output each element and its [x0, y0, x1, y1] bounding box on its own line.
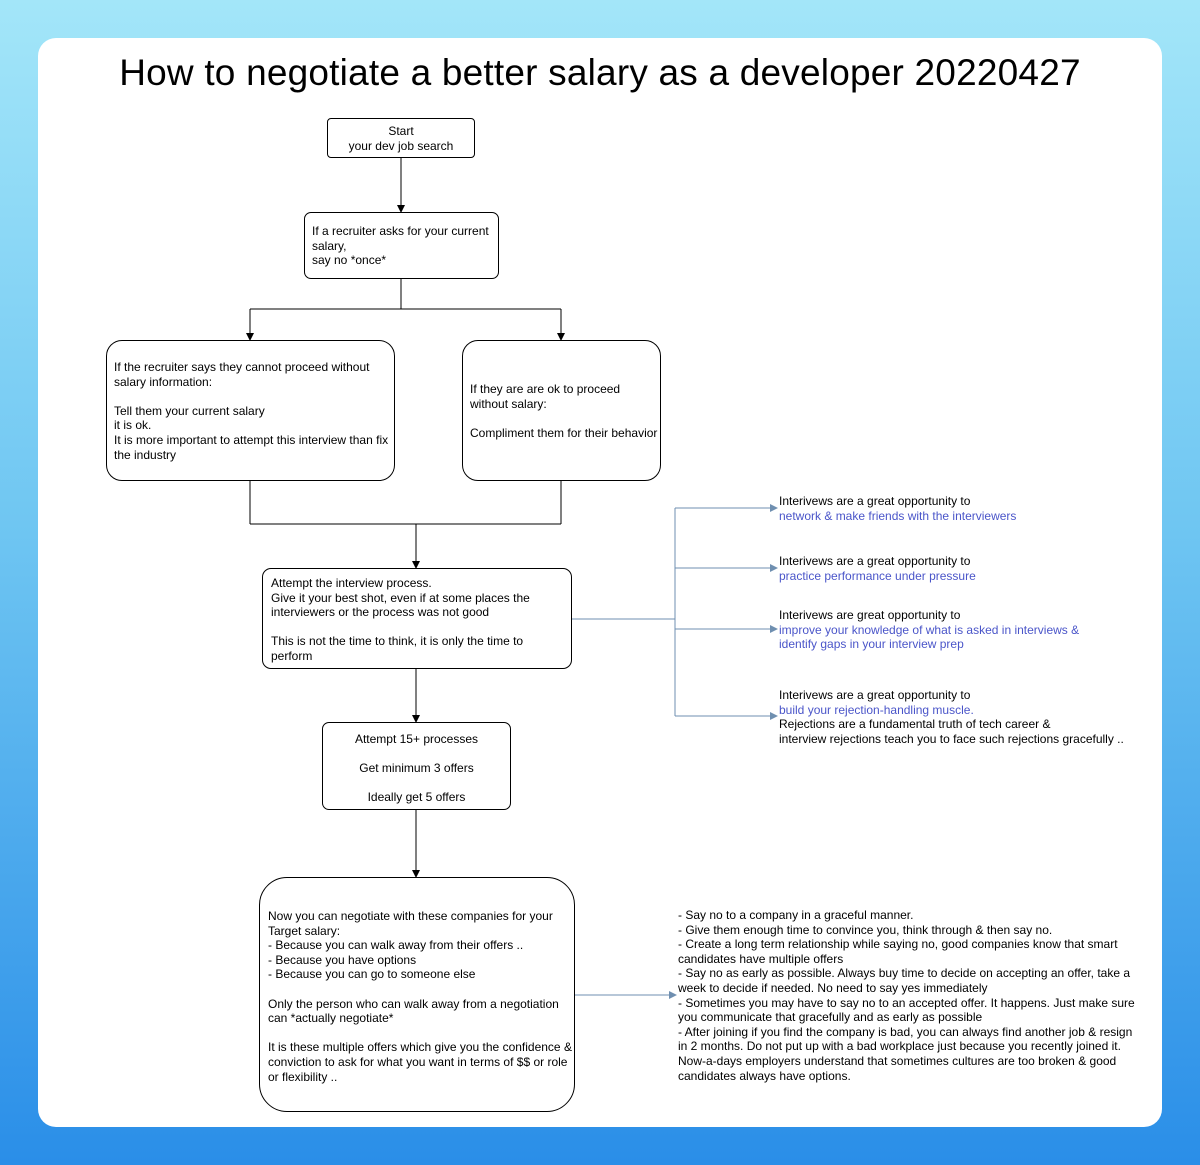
note-rejection-intro: Interivews are a great opportunity to: [779, 688, 971, 702]
recruiter-asks-line: say no *once*: [312, 253, 387, 268]
note-knowledge-highlight: improve your knowledge of what is asked in interviews &: [779, 622, 1080, 637]
note-network: [779, 494, 1016, 523]
processes-node: [322, 722, 511, 810]
attempt-interview-line: Attempt the interview process.: [271, 576, 432, 590]
processes-line: Get minimum 3 offers: [359, 760, 474, 775]
note-rejection-extra: interview rejections teach you to face such rejections gracefully ..: [779, 731, 1124, 746]
start-node-line: your dev job search: [348, 138, 454, 153]
note-knowledge-highlight: identify gaps in your interview prep: [779, 637, 964, 652]
attempt-interview-node: [262, 568, 572, 669]
negotiate-line: Now you can negotiate with these companies for your: [268, 909, 553, 923]
negotiate-line: or flexibility ..: [268, 1069, 338, 1084]
attempt-interview-line: interviewers or the process was not good: [271, 605, 490, 620]
cannot-proceed-line: Tell them your current salary: [114, 403, 265, 418]
negotiate-line: It is these multiple offers which give you the confidence &: [268, 1040, 572, 1055]
note-knowledge-intro: Interivews are great opportunity to: [779, 608, 961, 622]
note-say-no-line: - Say no as early as possible. Always buy time to decide on accepting an offer, take a: [678, 966, 1131, 981]
attempt-interview-line: Give it your best shot, even if at some places the: [271, 590, 530, 605]
cannot-proceed-line: [114, 389, 394, 404]
cannot-proceed-line: it is ok.: [114, 418, 152, 433]
attempt-interview-line: This is not the time to think, it is only the time to: [271, 634, 524, 649]
note-say-no: [678, 908, 1135, 1083]
note-say-no-line: - Say no to a company in a graceful manner.: [678, 908, 914, 922]
note-say-no-line: candidates always have options.: [678, 1068, 851, 1083]
negotiate-line: - Because you can go to someone else: [268, 967, 476, 982]
note-practice: [779, 554, 976, 583]
note-network-intro: Interivews are a great opportunity to: [779, 494, 971, 508]
cannot-proceed-node: [106, 340, 395, 481]
note-rejection-extra: Rejections are a fundamental truth of tech career &: [779, 717, 1051, 732]
note-say-no-line: Now-a-days employers understand that sometimes cultures are too broken & good: [678, 1053, 1117, 1068]
note-say-no-line: in 2 months. Do not put up with a bad workplace just because you recently joined it.: [678, 1039, 1121, 1054]
ok-to-proceed-node: [462, 340, 661, 481]
attempt-interview-line: perform: [271, 648, 313, 663]
cannot-proceed-line: the industry: [114, 447, 177, 462]
recruiter-asks-node: [304, 212, 499, 279]
note-rejection: [779, 688, 1124, 746]
note-rejection-highlight: build your rejection-handling muscle.: [779, 702, 974, 717]
attempt-interview-line: [271, 620, 571, 635]
ok-to-proceed-line: [470, 411, 660, 426]
recruiter-asks-line: salary,: [312, 238, 347, 253]
negotiate-line: can *actually negotiate*: [268, 1011, 394, 1026]
start-node: [327, 118, 475, 158]
note-say-no-line: - Sometimes you may have to say no to an accepted offer. It happens. Just make sure: [678, 995, 1135, 1010]
note-say-no-line: - After joining if you find the company is bad, you can always find another job & resign: [678, 1024, 1133, 1039]
negotiate-line: conviction to ask for what you want in terms of $$ or role: [268, 1054, 568, 1069]
negotiate-node: [259, 877, 575, 1112]
note-say-no-line: week to decide if needed. No need to say yes immediately: [678, 980, 988, 995]
note-network-highlight: network & make friends with the interviewers: [779, 508, 1017, 523]
ok-to-proceed-line: If they are are ok to proceed: [470, 382, 621, 396]
negotiate-line: Target salary:: [268, 923, 341, 938]
start-node-line: Start: [388, 124, 414, 138]
negotiate-line: - Because you can walk away from their offers ..: [268, 938, 524, 953]
processes-line: Attempt 15+ processes: [354, 732, 479, 746]
note-knowledge: [779, 608, 1079, 652]
negotiate-line: [268, 982, 574, 997]
negotiate-line: Only the person who can walk away from a negotiation: [268, 996, 559, 1011]
cannot-proceed-line: If the recruiter says they cannot proceed without: [114, 360, 370, 374]
note-say-no-line: you communicate that gracefully and as early as possible: [678, 1010, 983, 1025]
processes-line: Ideally get 5 offers: [367, 789, 466, 804]
note-say-no-line: - Give them enough time to convince you, think through & then say no.: [678, 922, 1053, 937]
cannot-proceed-line: salary information:: [114, 374, 213, 389]
note-say-no-line: - Create a long term relationship while saying no, good companies know that smart: [678, 937, 1118, 952]
recruiter-asks-line: If a recruiter asks for your current: [312, 224, 489, 238]
cannot-proceed-line: It is more important to attempt this interview than fix: [114, 432, 389, 447]
ok-to-proceed-line: without salary:: [470, 396, 547, 411]
page-title: How to negotiate a better salary as a developer 20220427: [119, 52, 1081, 93]
negotiate-line: [268, 1026, 574, 1041]
ok-to-proceed-line: Compliment them for their behavior: [470, 425, 658, 440]
note-practice-intro: Interivews are a great opportunity to: [779, 554, 971, 568]
note-say-no-line: candidates have multiple offers: [678, 951, 844, 966]
note-practice-highlight: practice performance under pressure: [779, 568, 976, 583]
negotiate-line: - Because you have options: [268, 952, 417, 967]
